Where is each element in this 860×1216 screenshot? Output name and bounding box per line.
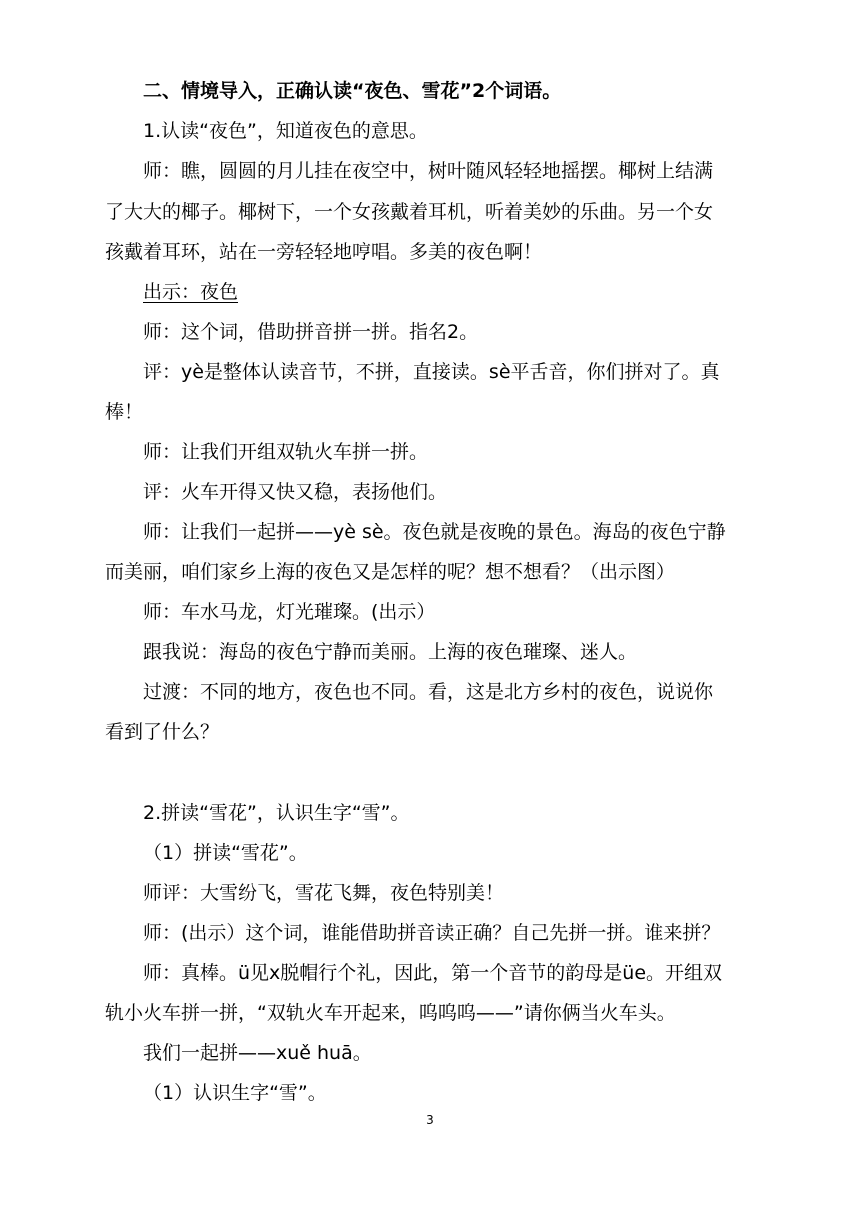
paragraph-line: 师：这个词，借助拼音拼一拼。指名2。 [143,321,479,343]
paragraph-line: 师：真棒。ü见x脱帽行个礼，因此，第一个音节的韵母是üe。开组双 [143,962,723,984]
paragraph-line: 轨小火车拼一拼，“双轨火车开起来，呜呜呜——”请你俩当火车头。 [105,1002,676,1024]
step-heading: （1）认识生字“雪”。 [143,1082,327,1104]
paragraph-line: 孩戴着耳环，站在一旁轻轻地哼唱。多美的夜色啊！ [105,241,543,263]
page-number: 3 [426,1113,434,1127]
display-label: 出示：夜色 [143,281,239,303]
paragraph-line: 师：(出示）这个词，谁能借助拼音读正确？自己先拼一拼。谁来拼？ [143,922,721,944]
step-heading: （1）拼读“雪花”。 [143,842,308,864]
paragraph-line: 跟我说：海岛的夜色宁静而美丽。上海的夜色璀璨、迷人。 [143,641,638,663]
paragraph-line: 师：让我们开组双轨火车拼一拼。 [143,441,429,463]
paragraph-line: 了大大的椰子。椰树下，一个女孩戴着耳机，听着美妙的乐曲。另一个女 [105,201,714,223]
paragraph-line: 师：让我们一起拼——yè sè。夜色就是夜晚的景色。海岛的夜色宁静 [143,521,726,543]
paragraph-line: 师评：大雪纷飞，雪花飞舞，夜色特别美！ [143,882,505,904]
paragraph-line: 师：车水马龙，灯光璀璨。(出示） [143,601,436,623]
subsection-heading: 2.拼读“雪花”，认识生字“雪”。 [143,802,410,824]
paragraph-line: 过渡：不同的地方，夜色也不同。看，这是北方乡村的夜色，说说你 [143,681,714,703]
subsection-heading: 1.认读“夜色”，知道夜色的意思。 [143,120,428,142]
paragraph-line: 评：火车开得又快又稳，表扬他们。 [143,481,448,503]
paragraph-line: 而美丽，咱们家乡上海的夜色又是怎样的呢？想不想看？（出示图） [105,561,676,583]
paragraph-line: 看到了什么？ [105,721,220,743]
paragraph-line: 评：yè是整体认读音节，不拼，直接读。sè平舌音，你们拼对了。真 [143,361,720,383]
paragraph-line: 师：瞧，圆圆的月儿挂在夜空中，树叶随风轻轻地摇摆。椰树上结满 [143,160,714,182]
paragraph-line: 棒！ [105,401,144,423]
paragraph-line: 我们一起拼——xuě huā。 [143,1042,372,1064]
section-heading: 二、情境导入，正确认读“夜色、雪花”2个词语。 [143,80,562,102]
